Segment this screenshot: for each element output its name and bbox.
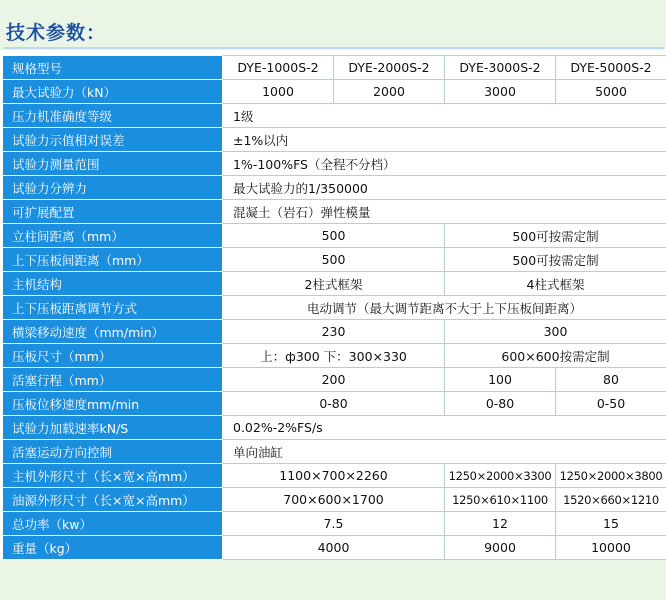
table-cell: 5000 [556, 80, 666, 104]
table-row [3, 272, 666, 296]
table-cell: 1100×700×2260 [223, 464, 445, 488]
table-row [3, 368, 666, 392]
table-row [3, 104, 666, 128]
row-label: 压板尺寸（mm） [3, 344, 223, 368]
table-cell: DYE-3000S-2 [445, 56, 556, 80]
row-label: 压力机准确度等级 [3, 104, 223, 128]
table-cell: DYE-5000S-2 [556, 56, 666, 80]
table-row [3, 224, 666, 248]
row-label: 上下压板间距离（mm） [3, 248, 223, 272]
row-label: 主机结构 [3, 272, 223, 296]
row-label: 规格型号 [3, 56, 223, 80]
table-row [3, 128, 666, 152]
table-cell: 混凝土（岩石）弹性模量 [223, 200, 666, 224]
table-row [3, 392, 666, 416]
table-cell: 500 [223, 248, 445, 272]
table-cell: 1%-100%FS（全程不分档） [223, 152, 666, 176]
table-cell: 12 [445, 512, 556, 536]
table-row [3, 440, 666, 464]
row-label: 试验力示值相对误差 [3, 128, 223, 152]
table-cell: 7.5 [223, 512, 445, 536]
row-label: 重量（kg） [3, 536, 223, 560]
table-cell: 1级 [223, 104, 666, 128]
table-cell: 1000 [223, 80, 334, 104]
table-row [3, 512, 666, 536]
table-cell: 1250×2000×3800 [556, 464, 666, 488]
table-row [3, 152, 666, 176]
row-label: 试验力加载速率kN/S [3, 416, 223, 440]
table-cell: 最大试验力的1/350000 [223, 176, 666, 200]
table-cell: DYE-1000S-2 [223, 56, 334, 80]
table-row [3, 416, 666, 440]
table-cell: 230 [223, 320, 445, 344]
table-row [3, 200, 666, 224]
table-cell: 700×600×1700 [223, 488, 445, 512]
row-label: 压板位移速度mm/min [3, 392, 223, 416]
table-cell: 4000 [223, 536, 445, 560]
row-label: 立柱间距离（mm） [3, 224, 223, 248]
row-label: 试验力测量范围 [3, 152, 223, 176]
row-label: 活塞行程（mm） [3, 368, 223, 392]
table-row [3, 80, 666, 104]
row-label: 最大试验力（kN） [3, 80, 223, 104]
table-cell: 300 [445, 320, 666, 344]
spec-table [2, 55, 666, 560]
table-row [3, 248, 666, 272]
table-cell: 600×600按需定制 [445, 344, 666, 368]
row-label: 主机外形尺寸（长×宽×高mm） [3, 464, 223, 488]
table-cell: 15 [556, 512, 666, 536]
row-label: 油源外形尺寸（长×宽×高mm） [3, 488, 223, 512]
table-row [3, 56, 666, 80]
table-row [3, 488, 666, 512]
table-cell: 3000 [445, 80, 556, 104]
row-label: 总功率（kw） [3, 512, 223, 536]
table-row [3, 536, 666, 560]
table-cell: 0-80 [223, 392, 445, 416]
table-cell: 1520×660×1210 [556, 488, 666, 512]
table-cell: 0-80 [445, 392, 556, 416]
row-label: 活塞运动方向控制 [3, 440, 223, 464]
table-cell: 10000 [556, 536, 666, 560]
table-cell: 200 [223, 368, 445, 392]
table-row [3, 344, 666, 368]
row-label: 可扩展配置 [3, 200, 223, 224]
table-cell: 电动调节（最大调节距离不大于上下压板间距离） [223, 296, 666, 320]
table-cell: 单向油缸 [223, 440, 666, 464]
table-row [3, 320, 666, 344]
page-footer-background [0, 560, 666, 600]
row-label: 横梁移动速度（mm/min） [3, 320, 223, 344]
table-cell: 0-50 [556, 392, 666, 416]
table-cell: ±1%以内 [223, 128, 666, 152]
table-cell: 500 [223, 224, 445, 248]
heading-divider [4, 47, 664, 49]
row-label: 上下压板距离调节方式 [3, 296, 223, 320]
table-cell: 4柱式框架 [445, 272, 666, 296]
row-label: 试验力分辨力 [3, 176, 223, 200]
table-cell: 80 [556, 368, 666, 392]
table-cell: 2000 [334, 80, 445, 104]
table-cell: 100 [445, 368, 556, 392]
section-heading: 技术参数： [6, 22, 107, 44]
table-cell: 1250×610×1100 [445, 488, 556, 512]
table-cell: 500可按需定制 [445, 224, 666, 248]
table-cell: 1250×2000×3300 [445, 464, 556, 488]
table-cell: 9000 [445, 536, 556, 560]
table-cell: 500可按需定制 [445, 248, 666, 272]
table-row [3, 464, 666, 488]
table-cell: 0.02%-2%FS/s [223, 416, 666, 440]
table-cell: DYE-2000S-2 [334, 56, 445, 80]
table-cell: 上：ф300 下：300×330 [223, 344, 445, 368]
table-cell: 2柱式框架 [223, 272, 445, 296]
table-row [3, 176, 666, 200]
table-row [3, 296, 666, 320]
